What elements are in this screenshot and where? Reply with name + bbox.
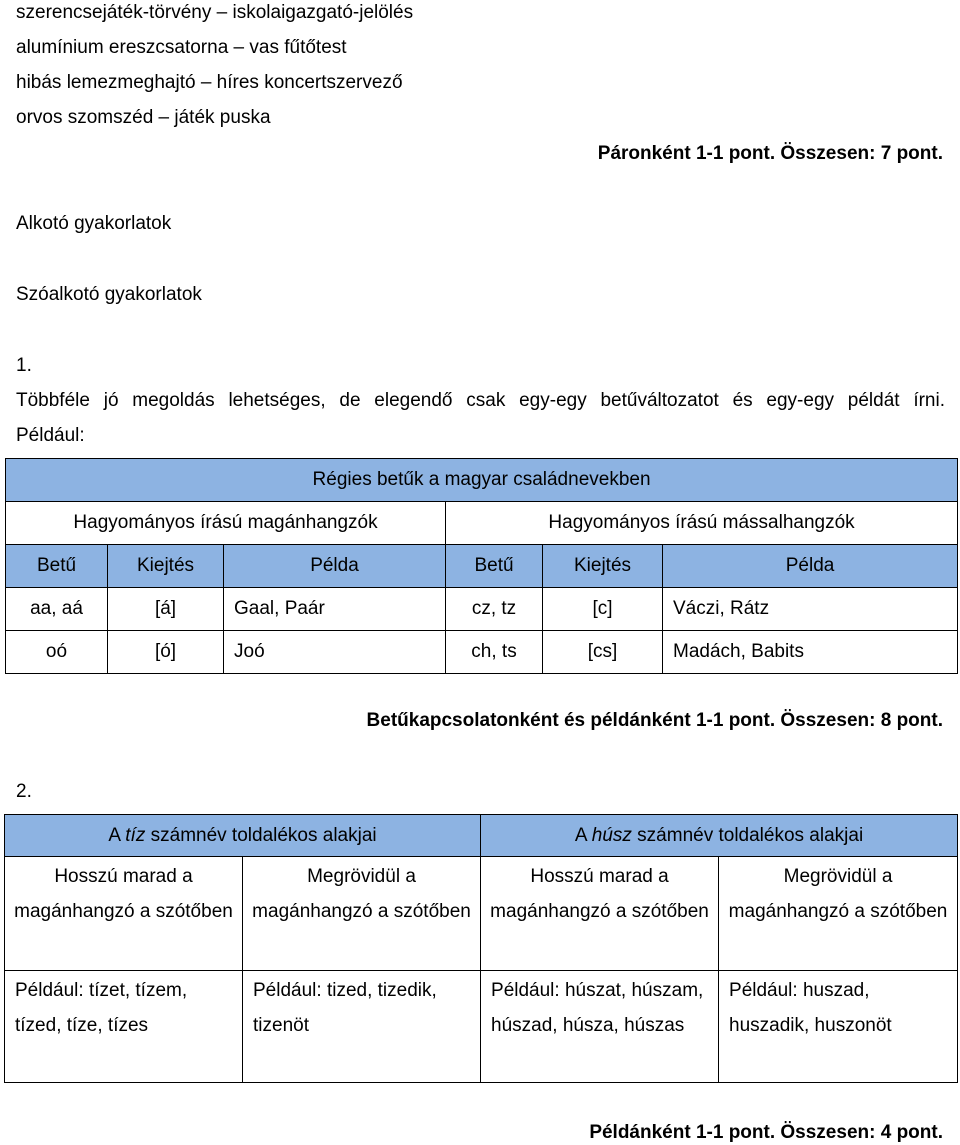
pair-line-3: hibás lemezmeghajtó – híres koncertszervező — [16, 72, 403, 93]
column-header: Kiejtés — [108, 545, 224, 588]
score-2: Betűkapcsolatonként és példánként 1-1 pont. Összesen: 8 pont. — [366, 710, 943, 731]
table-row — [6, 588, 958, 631]
table-cell: aa, aá — [6, 588, 108, 631]
subsection-title: Szóalkotó gyakorlatok — [16, 284, 202, 305]
table-cell: [ó] — [108, 631, 224, 674]
pair-line-2: alumínium ereszcsatorna – vas fűtőtest — [16, 37, 347, 58]
subheader-cell: Megrövidül a magánhangzó a szótőben — [243, 857, 481, 971]
husz-word: húsz — [591, 824, 632, 846]
example-cell: Például: tized, tizedik, tizenöt — [243, 971, 481, 1083]
consonants-group-header: Hagyományos írású mássalhangzók — [446, 502, 958, 545]
pair-line-1: szerencsejáték-törvény – iskolaigazgató-jelölés — [16, 2, 414, 23]
table-title: Régies betűk a magyar családnevekben — [6, 459, 958, 502]
table-cell: [cs] — [543, 631, 663, 674]
column-header: Betű — [6, 545, 108, 588]
table-cell: [á] — [108, 588, 224, 631]
column-header: Betű — [446, 545, 543, 588]
subheader-cell: Megrövidül a magánhangzó a szótőben — [719, 857, 958, 971]
example-cell: Például: huszad, huszadik, huszonöt — [719, 971, 958, 1083]
vowels-group-header: Hagyományos írású magánhangzók — [6, 502, 446, 545]
subheader-cell: Hosszú marad a magánhangzó a szótőben — [481, 857, 719, 971]
table-cell: oó — [6, 631, 108, 674]
score-1: Páronként 1-1 pont. Összesen: 7 pont. — [597, 143, 943, 164]
tiz-word: tíz — [125, 824, 146, 846]
tiz-header: A tíz számnév toldalékos alakjai — [5, 815, 481, 857]
table-cell: Joó — [224, 631, 446, 674]
table-cell: Madách, Babits — [663, 631, 958, 674]
score-3: Példánként 1-1 pont. Összesen: 4 pont. — [589, 1122, 943, 1143]
task-2-number: 2. — [16, 781, 32, 802]
column-header: Példa — [224, 545, 446, 588]
column-header: Kiejtés — [543, 545, 663, 588]
husz-header: A húsz számnév toldalékos alakjai — [481, 815, 958, 857]
column-header: Példa — [663, 545, 958, 588]
section-title: Alkotó gyakorlatok — [16, 213, 172, 234]
table-cell: ch, ts — [446, 631, 543, 674]
task-1-example-label: Például: — [16, 425, 85, 446]
table-cell: Váczi, Rátz — [663, 588, 958, 631]
task-1-intro: Többféle jó megoldás lehetséges, de elegendő csak egy-egy betűváltozatot és egy-egy példát írni. — [16, 390, 945, 411]
table-row — [6, 631, 958, 674]
table-cell: [c] — [543, 588, 663, 631]
table-cell: cz, tz — [446, 588, 543, 631]
pair-line-4: orvos szomszéd – játék puska — [16, 107, 271, 128]
table-cell: Gaal, Paár — [224, 588, 446, 631]
example-cell: Például: húszat, húszam, húszad, húsza, húszas — [481, 971, 719, 1083]
example-cell: Például: tízet, tízem, tízed, tíze, tízes — [5, 971, 243, 1083]
family-names-table — [5, 458, 958, 674]
task-1-number: 1. — [16, 355, 32, 376]
subheader-cell: Hosszú marad a magánhangzó a szótőben — [5, 857, 243, 971]
number-suffix-table — [4, 814, 958, 1083]
